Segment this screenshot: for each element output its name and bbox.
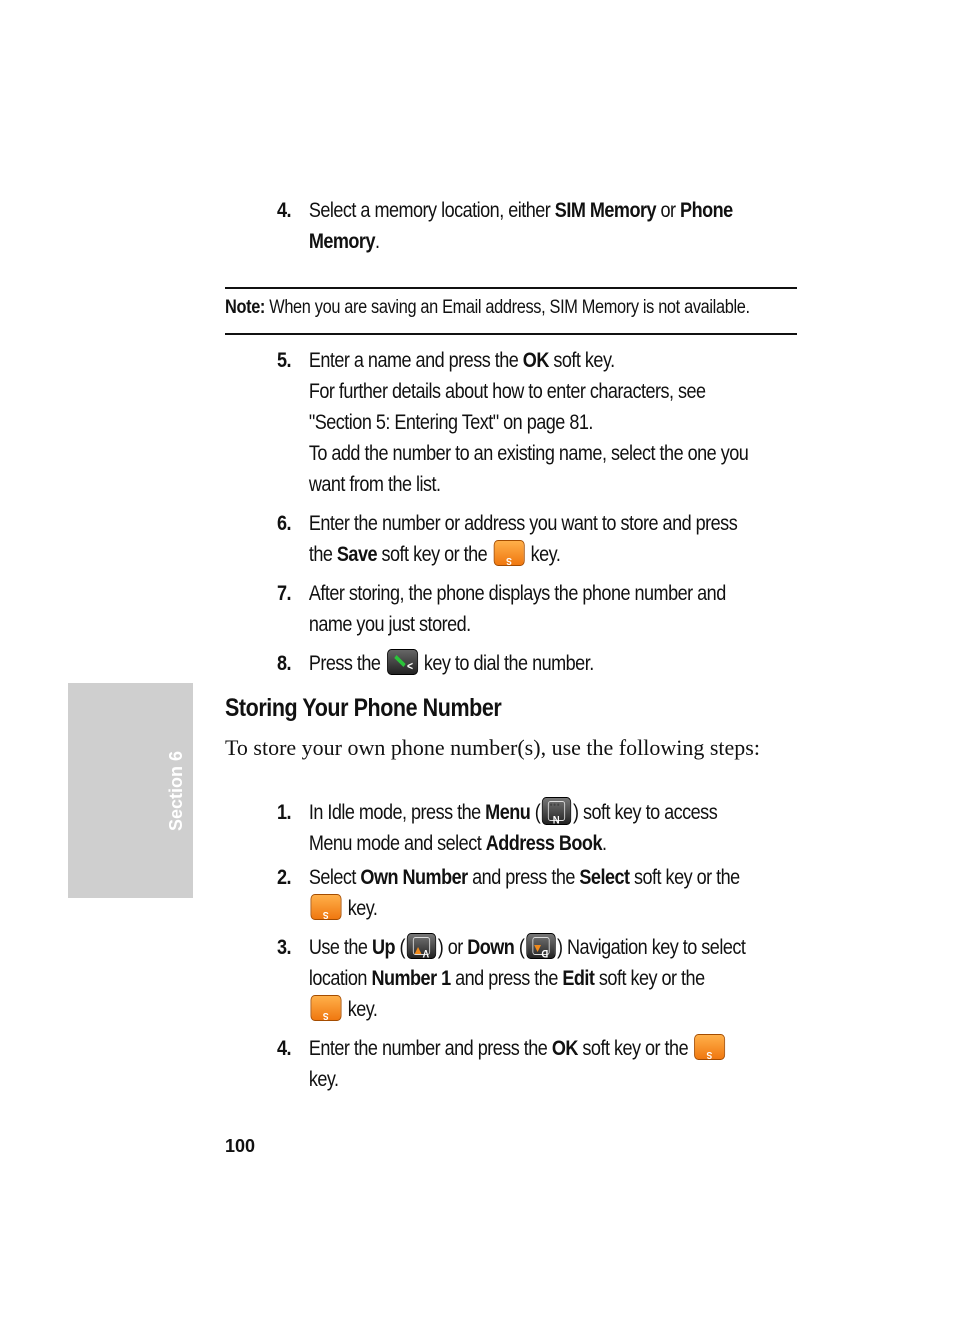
section-side-tab bbox=[68, 683, 193, 898]
down-navigation-key-icon: D bbox=[526, 933, 555, 959]
step-number: 4. bbox=[277, 199, 292, 222]
page-number: 100 bbox=[225, 1136, 256, 1156]
step-7-after-storing: 7. After storing, the phone displays the phone number and name you just stored. bbox=[277, 578, 759, 640]
own-step-1-menu: 1. In Idle mode, press the Menu ( ••• N ) soft key to access Menu mode and select Address Book. bbox=[277, 797, 759, 859]
step-number: 4. bbox=[277, 1037, 292, 1060]
step-8-dial: 8. Press the < key to dial the number. bbox=[277, 648, 759, 679]
step-4-select-memory: 4. Select a memory location, either SIM Memory or Phone Memory. bbox=[277, 195, 759, 257]
step-number: 2. bbox=[277, 866, 292, 889]
ok-key-icon bbox=[311, 894, 342, 920]
menu-key-icon: ••• N bbox=[542, 797, 571, 825]
step-6-enter-number: 6. Enter the number or address you want to store and press the Save soft key or the S key. bbox=[277, 508, 759, 570]
ok-key-icon bbox=[694, 1034, 725, 1060]
step-5-existing-name: To add the number to an existing name, select the one you want from the list. bbox=[308, 442, 749, 496]
step-5-detail: For further details about how to enter characters, see "Section 5: Entering Text" on page 81. bbox=[308, 380, 706, 434]
step-number: 5. bbox=[277, 349, 292, 372]
section-intro: To store your own phone number(s), use the following steps: bbox=[225, 735, 760, 760]
note-text: Note: When you are saving an Email address, SIM Memory is not available. bbox=[225, 297, 750, 318]
ok-key-icon bbox=[493, 540, 524, 566]
step-number: 7. bbox=[277, 582, 292, 605]
step-number: 6. bbox=[277, 512, 292, 535]
send-key-icon bbox=[387, 649, 418, 675]
note-label: Note: bbox=[225, 297, 266, 318]
own-step-2-own-number: 2. Select Own Number and press the Select soft key or the S key. bbox=[277, 862, 759, 924]
step-number: 3. bbox=[277, 936, 292, 959]
section-side-tab-label: Section 6 bbox=[166, 750, 186, 831]
own-step-4-enter-number: 4. Enter the number and press the OK soft key or the S key. bbox=[277, 1033, 759, 1095]
up-navigation-key-icon: V bbox=[407, 933, 436, 959]
section-heading: Storing Your Phone Number bbox=[225, 694, 502, 722]
step-number: 1. bbox=[277, 801, 292, 824]
note-box bbox=[225, 287, 797, 335]
own-step-3-navigate: 3. Use the Up ( V ) or Down ( D ) Navigation key to select location Number 1 and press the Edit soft key or the S key. bbox=[277, 932, 759, 1025]
ok-key-icon bbox=[311, 995, 342, 1021]
step-5-enter-name: 5. Enter a name and press the OK soft key. For further details about how to enter characters, see "Section 5: Entering Text" on page 81. To add the number to an existing name, select the one you want from the list. bbox=[277, 345, 759, 500]
step-number: 8. bbox=[277, 652, 292, 675]
